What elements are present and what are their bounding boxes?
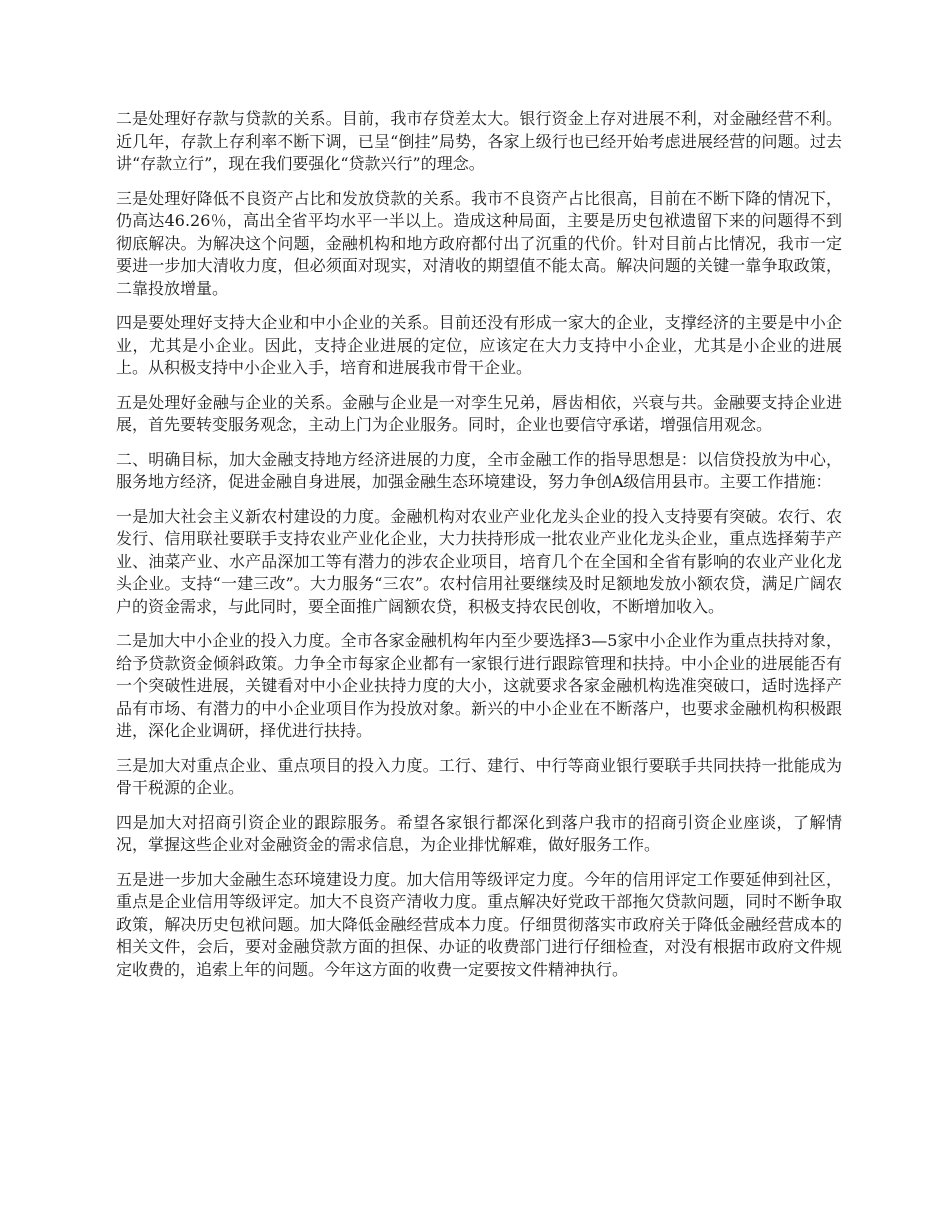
paragraph-sme-investment: 二是加大中小企业的投入力度。全市各家金融机构年内至少要选择3—5家中小企业作为重点扶持对象，给予贷款资金倾斜政策。力争全市每家企业都有一家银行进行跟踪管理和扶持。中小企业的进展能否有一个突破性进展，关键看对中小企业扶持力度的大小，这就要求各家金融机构选准突破口，适时选择产品有市场、有潜力的中小企业项目作为投放对象。新兴的中小企业在不断落户，也要求金融机构积极跟进，深化企业调研，择优进行扶持。: [116, 631, 842, 740]
paragraph-finance-enterprise: 五是处理好金融与企业的关系。金融与企业是一对孪生兄弟，唇齿相依，兴衰与共。金融要支持企业进展，首先要转变服务观念，主动上门为企业服务。同时，企业也要信守承诺，增强信用观念。: [116, 392, 842, 434]
paragraph-large-small-enterprises: 四是要处理好支持大企业和中小企业的关系。目前还没有形成一家大的企业，支撑经济的主要是中小企业，尤其是小企业。因此，支持企业进展的定位，应该定在大力支持中小企业，尤其是小企业的进展上。从积极支持中小企业入手，培育和进展我市骨干企业。: [116, 313, 842, 377]
document-body: [116, 108, 842, 993]
paragraph-new-countryside: 一是加大社会主义新农村建设的力度。金融机构对农业产业化龙头企业的投入支持要有突破。农行、农发行、信用联社要联手支持农业产业化企业，大力扶持形成一批农业产业化龙头企业，重点选择菊芋产业、油菜产业、水产品深加工等有潜力的涉农企业项目，培育几个在全国和全省有影响的农业产业化龙头企业。支持“一建三改”。大力服务“三农”。农村信用社要继续及时足额地发放小额农贷，满足广阔农户的资金需求，与此同时，要全面推广阔额农贷，积极支持农民创收，不断增加收入。: [116, 506, 842, 616]
paragraph-deposit-loan: 二是处理好存款与贷款的关系。目前，我市存贷差太大。银行资金上存对进展不利，对金融经营不利。近几年，存款上存利率不断下调，已呈“倒挂”局势，各家上级行也已经开始考虑进展经营的问题。过去讲“存款立行”，现在我们要强化“贷款兴行”的理念。: [116, 109, 842, 173]
paragraph-key-projects: 三是加大对重点企业、重点项目的投入力度。工行、建行、中行等商业银行要联手共同扶持一批能成为骨干税源的企业。: [116, 755, 842, 797]
paragraph-bad-assets: 三是处理好降低不良资产占比和发放贷款的关系。我市不良资产占比很高，目前在不断下降的情况下，仍高达46.26％，高出全省平均水平一半以上。造成这种局面，主要是历史包袱遗留下来的问题得不到彻底解决。为解决这个问题，金融机构和地方政府都付出了沉重的代价。针对目前占比情况，我市一定要进一步加大清收力度，但必须面对现实，对清收的期望值不能太高。解决问题的关键一靠争取政策，二靠投放增量。: [116, 188, 842, 298]
paragraph-section-two-heading: 二、明确目标，加大金融支持地方经济进展的力度，全市金融工作的指导思想是：以信贷投放为中心，服务地方经济，促进金融自身进展，加强金融生态环境建设，努力争创A级信用县市。主要工作措施：: [116, 449, 842, 491]
paragraph-financial-ecology: 五是进一步加大金融生态环境建设力度。加大信用等级评定力度。今年的信用评定工作要延伸到社区，重点是企业信用等级评定。加大不良资产清收力度。重点解决好党政干部拖欠贷款问题，同时不断争取政策，解决历史包袱问题。加大降低金融经营成本力度。仔细贯彻落实市政府关于降低金融经营成本的相关文件，会后，要对金融贷款方面的担保、办证的收费部门进行仔细检查，对没有根据市政府文件规定收费的，追索上年的问题。今年这方面的收费一定要按文件精神执行。: [116, 869, 842, 979]
paragraph-investment-attraction: 四是加大对招商引资企业的跟踪服务。希望各家银行都深化到落户我市的招商引资企业座谈，了解情况，掌握这些企业对金融资金的需求信息，为企业排忧解难，做好服务工作。: [116, 812, 842, 854]
